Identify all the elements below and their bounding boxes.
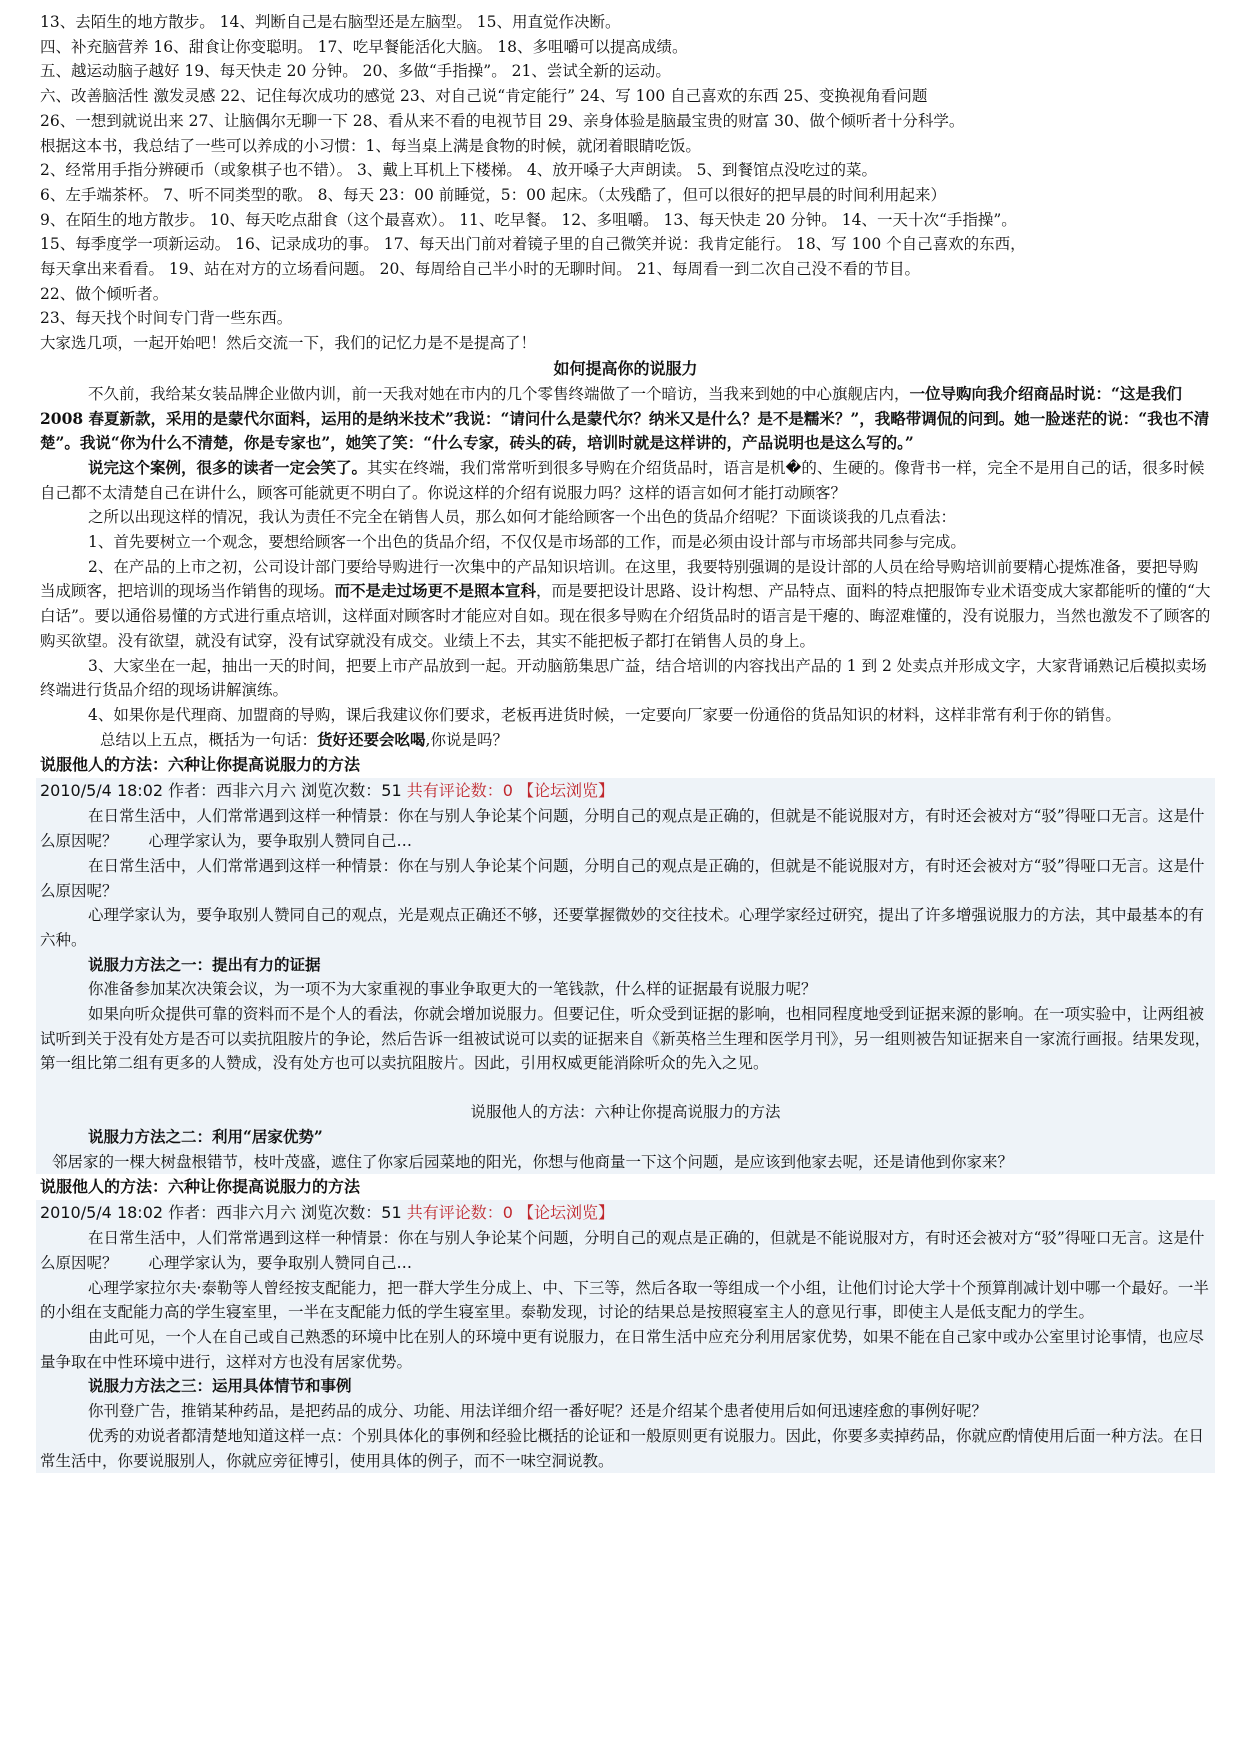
views-label: 浏览次数： (301, 781, 382, 801)
paragraph: 心理学家认为，要争取别人赞同自己的观点，光是观点正确还不够，还要掌握微妙的交往技术。心理学家经过研究，提出了许多增强说服力的方法，其中最基本的有六种。 (40, 906, 1205, 949)
list-line: 15、每季度学一项新运动。 16、记录成功的事。 17、每天出门前对着镜子里的自己微笑并说：我肯定能行。 18、写 100 个自己喜欢的东西， (40, 235, 1026, 254)
paragraph: 邻居家的一棵大树盘根错节，枝叶茂盛，遮住了你家后园菜地的阳光，你想与他商量一下这个问题，是应该到他家去呢，还是请他到你家来？ (52, 1152, 1014, 1171)
paragraph-text: 不久前，我给某女装品牌企业做内训，前一天我对她在市内的几个零售终端做了一个暗访，当我来到她的中心旗舰店内， (88, 384, 910, 403)
comments-count: 0 (502, 1203, 513, 1223)
list-line: 五、越运动脑子越好 19、每天快走 20 分钟。 20、多做“手指操”。 21、尝试全新的运动。 (40, 62, 671, 81)
list-line: 根据这本书，我总结了一些可以养成的小习惯：1、每当桌上满是食物的时候，就闭着眼睛吃饭。 (40, 136, 701, 155)
forum-link[interactable]: 【论坛浏览】 (518, 1203, 615, 1223)
paragraph: 你刊登广告，推销某种药品，是把药品的成分、功能、用法详细介绍一番好呢？还是介绍某个患者使用后如何迅速痊愈的事例好呢？ (88, 1402, 988, 1421)
paragraph (40, 456, 1211, 505)
author-name[interactable]: 西非六月六 (216, 1203, 297, 1223)
centered-title: 说服他人的方法：六种让你提高说服力的方法 (470, 1103, 781, 1122)
paragraph-text: 总结以上五点，概括为一句话： (100, 730, 318, 749)
paragraph-bold-text: 一位导购向我介绍商品时说：“这是我们 2008 春夏新款，采用的是蒙代尔面料，运用的是纳米技术”我说：“请问什么是蒙代尔？纳米又是什么？是不是糯米？”，我略带调侃的问到。她一脸迷茫的说：“我也不清楚”。我说“你为什么不清楚，你是专家也”，她笑了笑：“什么专家，砖头的砖，培训时就是这样讲的，产品说明也是这么写的。” (40, 383, 1210, 453)
article-1 (36, 778, 1215, 1174)
paragraph: 如果向听众提供可靠的资料而不是个人的看法，你就会增加说服力。但要记住，听众受到证据的影响，也相同程度地受到证据来源的影响。在一项实验中，让两组被试听到关于没有处方是否可以卖抗阻胺片的争论，然后告诉一组被试说可以卖的证据来自《新英格兰生理和医学月刊》，另一组则被告知证据来自一家流行画报。结果发现，第一组比第二组有更多的人赞成，没有处方也可以卖抗阻胺片。因此，引用权威更能消除听众的先入之见。 (40, 1005, 1211, 1073)
forum-link[interactable]: 【论坛浏览】 (518, 781, 615, 801)
list-line: 2、经常用手指分辨硬币（或象棋子也不错）。 3、戴上耳机上下楼梯。 4、放开嗓子大声朗读。 5、到餐馆点没吃过的菜。 (40, 161, 877, 180)
views-count: 51 (381, 1203, 402, 1223)
paragraph-bold-text: 说完这个案例，很多的读者一定会笑了。 (88, 457, 368, 477)
post-date: 2010/5/4 18:02 (40, 1203, 164, 1223)
list-line: 六、改善脑活性 激发灵感 22、记住每次成功的感觉 23、对自己说“肯定能行” 24、写 100 自己喜欢的东西 25、变换视角看问题 (40, 87, 928, 106)
section-persuasion (40, 356, 1211, 753)
spacer (40, 1076, 1211, 1100)
paragraph: 你准备参加某次决策会议，为一项不为大家重视的事业争取更大的一笔钱款，什么样的证据最有说服力呢？ (88, 980, 817, 999)
list-line: 26、一想到就说出来 27、让脑偶尔无聊一下 28、看从来不看的电视节目 29、亲身体验是脑最宝贵的财富 30、做个倾听者十分科学。 (40, 111, 965, 130)
article-heading: 说服他人的方法：六种让你提高说服力的方法 (40, 1177, 361, 1197)
author-name[interactable]: 西非六月六 (216, 781, 297, 801)
paragraph-text: 其实在终端，我们常常听到很多导购在介绍货品时，语言是机�的、生硬的。像背书一样，完全不是用自己的话，很多时候自己都不太清楚自己在讲什么，顾客可能就更不明白了。你说这样的介绍有说服力吗？这样的语言如何才能打动顾客？ (40, 458, 1205, 502)
list-line: 13、去陌生的地方散步。 14、判断自己是右脑型还是左脑型。 15、用直觉作决断。 (40, 13, 621, 31)
list-line: 22、做个倾听者。 (40, 284, 169, 303)
comments-count: 0 (502, 781, 513, 801)
paragraph: 在日常生活中，人们常常遇到这样一种情景：你在与别人争论某个问题，分明自己的观点是正确的，但就是不能说服对方，有时还会被对方“驳”得哑口无言。这是什么原因呢？ 心理学家认为，要争取别人赞同自己… (40, 807, 1205, 851)
author-label: 作者： (168, 1203, 217, 1223)
paragraph: 4、如果你是代理商、加盟商的导购，课后我建议你们要求，老板再进货时候，一定要向厂家要一份通俗的货品知识的材料，这样非常有利于你的销售。 (88, 705, 1121, 724)
paragraph-text: ,你说是吗？ (425, 730, 508, 749)
paragraph: 由此可见，一个人在自己或自己熟悉的环境中比在别人的环境中更有说服力，在日常生活中应充分利用居家优势，如果不能在自己家中或办公室里讨论事情，也应尽量争取在中性环境中进行，这样对方也没有居家优势。 (40, 1328, 1205, 1371)
list-line: 6、左手端茶杯。 7、听不同类型的歌。 8、每天 23：00 前睡觉，5：00 起床。（太残酷了，但可以很好的把早晨的时间利用起来） (40, 185, 947, 204)
paragraph: 心理学家拉尔夫·泰勒等人曾经按支配能力，把一群大学生分成上、中、下三等，然后各取一等组成一个小组，让他们讨论大学十个预算削减计划中哪一个最好。一半的小组在支配能力高的学生寝室里，一半在支配能力低的学生寝室里。泰勒发现，讨论的结果总是按照寝室主人的意见行事，即使主人是低支配力的学生。 (40, 1278, 1209, 1322)
paragraph: 在日常生活中，人们常常遇到这样一种情景：你在与别人争论某个问题，分明自己的观点是正确的，但就是不能说服对方，有时还会被对方“驳”得哑口无言。这是什么原因呢？ (40, 856, 1205, 900)
paragraph (40, 555, 1211, 654)
subheading: 说服力方法之三：运用具体情节和事例 (88, 1376, 352, 1396)
views-label: 浏览次数： (301, 1203, 382, 1223)
list-line: 9、在陌生的地方散步。 10、每天吃点甜食（这个最喜欢）。 11、吃早餐。 12、多咀嚼。 13、每天快走 20 分钟。 14、一天十次“手指操”。 (40, 210, 1017, 229)
paragraph: 3、大家坐在一起，抽出一天的时间，把要上市产品放到一起。开动脑筋集思广益，结合培训的内容找出产品的 1 到 2 处卖点并形成文字，大家背诵熟记后模拟卖场终端进行货品介绍的现场讲解演练。 (40, 656, 1207, 700)
paragraph-text: ，而是要把设计思路、设计构想、产品特点、面料的特点把服饰专业术语变成大家都能听的懂的“大白话”。要以通俗易懂的方式进行重点培训，这样面对顾客时才能应对自如。现在很多导购在介绍货品时的语言是干瘪的、晦涩难懂的，没有说服力，当然也激发不了顾客的购买欲望。没有欲望，就没有试穿，没有试穿就没有成交。业绩上不去，其实不能把板子都打在销售人员的身上。 (40, 582, 1211, 650)
article-meta (40, 1200, 1211, 1226)
paragraph: 在日常生活中，人们常常遇到这样一种情景：你在与别人争论某个问题，分明自己的观点是正确的，但就是不能说服对方，有时还会被对方“驳”得哑口无言。这是什么原因呢？ 心理学家认为，要争取别人赞同自己… (40, 1229, 1205, 1272)
paragraph: 优秀的劝说者都清楚地知道这样一点：个别具体化的事例和经验比概括的论证和一般原则更有说服力。因此，你要多卖掉药品，你就应酌情使用后面一种方法。在日常生活中，你要说服别人，你就应旁征博引，使用具体的例子，而不一味空洞说教。 (40, 1426, 1205, 1470)
paragraph-bold-text: 货好还要会吆喝 (317, 729, 426, 749)
list-line: 23、每天找个时间专门背一些东西。 (40, 309, 293, 328)
paragraph-text: 2、在产品的上市之初，公司设计部门要给导购进行一次集中的产品知识培训。在这里，我要特别强调的是设计部的人员在给导购培训前要精心提炼准备，要把导购当成顾客，把培训的现场当作销售的现场。 (40, 557, 1199, 601)
subheading: 说服力方法之一：提出有力的证据 (88, 954, 321, 974)
habit-list (40, 10, 1211, 356)
subheading: 说服力方法之二：利用“居家优势” (88, 1126, 323, 1146)
comments-label: 共有评论数： (406, 1203, 503, 1223)
paragraph (40, 728, 1211, 753)
article-2 (36, 1200, 1215, 1473)
section-title: 如何提高你的说服力 (553, 358, 698, 378)
views-count: 51 (381, 781, 402, 801)
list-line: 四、补充脑营养 16、甜食让你变聪明。 17、吃早餐能活化大脑。 18、多咀嚼可以提高成绩。 (40, 37, 688, 56)
paragraph-bold-text: 而不是走过场更不是照本宣科 (334, 581, 537, 601)
author-label: 作者： (168, 781, 217, 801)
list-line: 每天拿出来看看。 19、站在对方的立场看问题。 20、每周给自己半小时的无聊时间。 21、每周看一到二次自己没不看的节目。 (40, 260, 920, 279)
article-heading: 说服他人的方法：六种让你提高说服力的方法 (40, 755, 361, 775)
paragraph: 之所以出现这样的情况，我认为责任不完全在销售人员，那么如何才能给顾客一个出色的货品介绍呢？下面谈谈我的几点看法： (88, 508, 957, 527)
post-date: 2010/5/4 18:02 (40, 781, 164, 801)
article-meta (40, 778, 1211, 804)
paragraph: 1、首先要树立一个观念，要想给顾客一个出色的货品介绍，不仅仅是市场部的工作，而是必须由设计部与市场部共同参与完成。 (88, 533, 966, 552)
list-line: 大家选几项，一起开始吧！然后交流一下，我们的记忆力是不是提高了！ (40, 334, 537, 353)
paragraph (40, 382, 1211, 456)
comments-label: 共有评论数： (406, 781, 503, 801)
